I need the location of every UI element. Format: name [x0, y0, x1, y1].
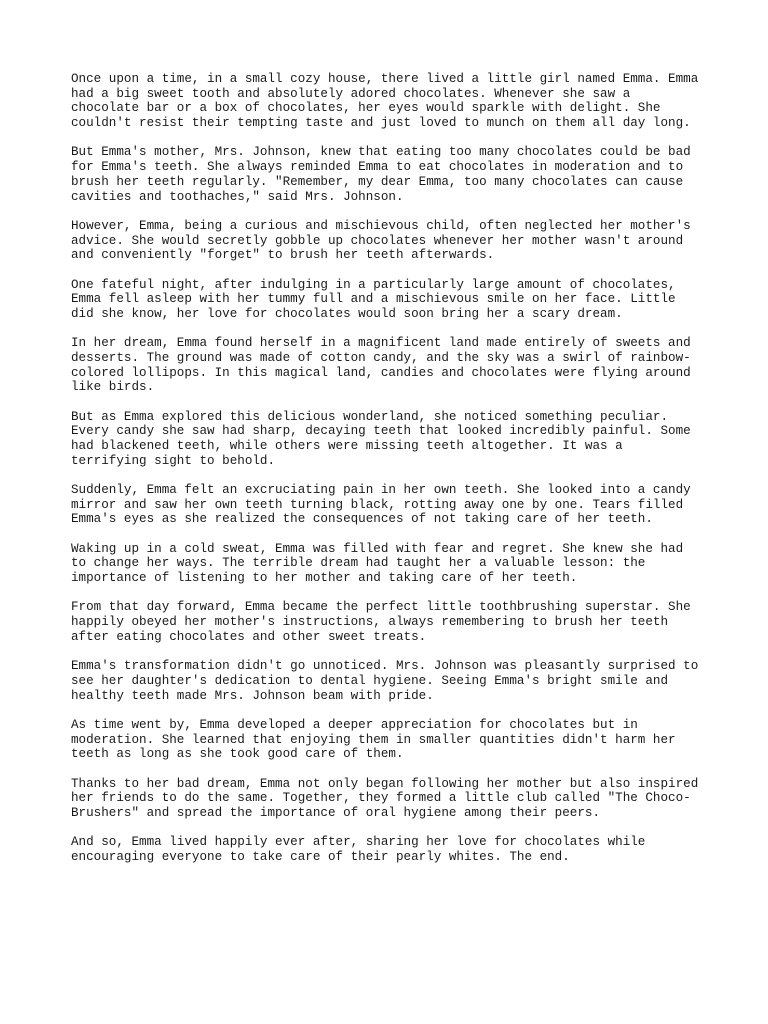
- paragraph: Thanks to her bad dream, Emma not only began following her mother but also inspired her friends to do the same. Together, they formed a little club called "The Choco- Brushers" and spread the importance of oral hygiene among their peers.: [71, 776, 699, 820]
- paragraph: From that day forward, Emma became the perfect little toothbrushing superstar. She happily obeyed her mother's instructions, always remembering to brush her teeth after eating chocolates and other sweet treats.: [71, 600, 691, 644]
- paragraph: Once upon a time, in a small cozy house, there lived a little girl named Emma. Emma had a big sweet tooth and absolutely adored chocolates. Whenever she saw a chocolate bar or a box of chocolates, her eyes would sparkle with delight. She couldn't resist their tempting taste and just loved to munch on them all day long.: [71, 72, 699, 131]
- paragraph: Suddenly, Emma felt an excruciating pain in her own teeth. She looked into a candy mirror and saw her own teeth turning black, rotting away one by one. Tears filled Emma's eyes as she realized the consequences of not taking care of her teeth.: [71, 483, 691, 527]
- paragraph: As time went by, Emma developed a deeper appreciation for chocolates but in moderation. She learned that enjoying them in smaller quantities didn't harm her teeth as long as she took good care of them.: [71, 717, 676, 762]
- paragraph: But as Emma explored this delicious wonderland, she noticed something peculiar. Every candy she saw had sharp, decaying teeth that looked incredibly painful. Some had blackened teeth, while others were missing teeth altogether. It was a terrifying sight to behold.: [71, 409, 691, 468]
- paragraph: Emma's transformation didn't go unnoticed. Mrs. Johnson was pleasantly surprised to see her daughter's dedication to dental hygiene. Seeing Emma's bright smile and healthy teeth made Mrs. Johnson beam with pride.: [71, 659, 699, 703]
- paragraph: Waking up in a cold sweat, Emma was filled with fear and regret. She knew she had to change her ways. The terrible dream had taught her a valuable lesson: the importance of listening to her mother and taking care of her teeth.: [71, 541, 684, 586]
- paragraph: But Emma's mother, Mrs. Johnson, knew that eating too many chocolates could be bad for Emma's teeth. She always reminded Emma to eat chocolates in moderation and to brush her teeth regularly. "Remember, my dear Emma, too many chocolates can cause cavities and toothaches," said Mrs. Johnson.: [71, 145, 691, 204]
- paragraph: One fateful night, after indulging in a particularly large amount of chocolates, Emma fell asleep with her tummy full and a mischievous smile on her face. Little did she know, her love for chocolates would soon bring her a scary dream.: [71, 277, 676, 321]
- paragraph: And so, Emma lived happily ever after, sharing her love for chocolates while encouraging everyone to take care of their pearly whites. The end.: [71, 835, 646, 864]
- paragraph: However, Emma, being a curious and mischievous child, often neglected her mother's advice. She would secretly gobble up chocolates whenever her mother wasn't around and conveniently "forget" to brush her teeth afterwards.: [71, 218, 691, 263]
- document-body: [71, 72, 711, 879]
- paragraph: In her dream, Emma found herself in a magnificent land made entirely of sweets and desserts. The ground was made of cotton candy, and the sky was a swirl of rainbow- colored lollipops. In this magical land, candies and chocolates were flying around like birds.: [71, 336, 691, 395]
